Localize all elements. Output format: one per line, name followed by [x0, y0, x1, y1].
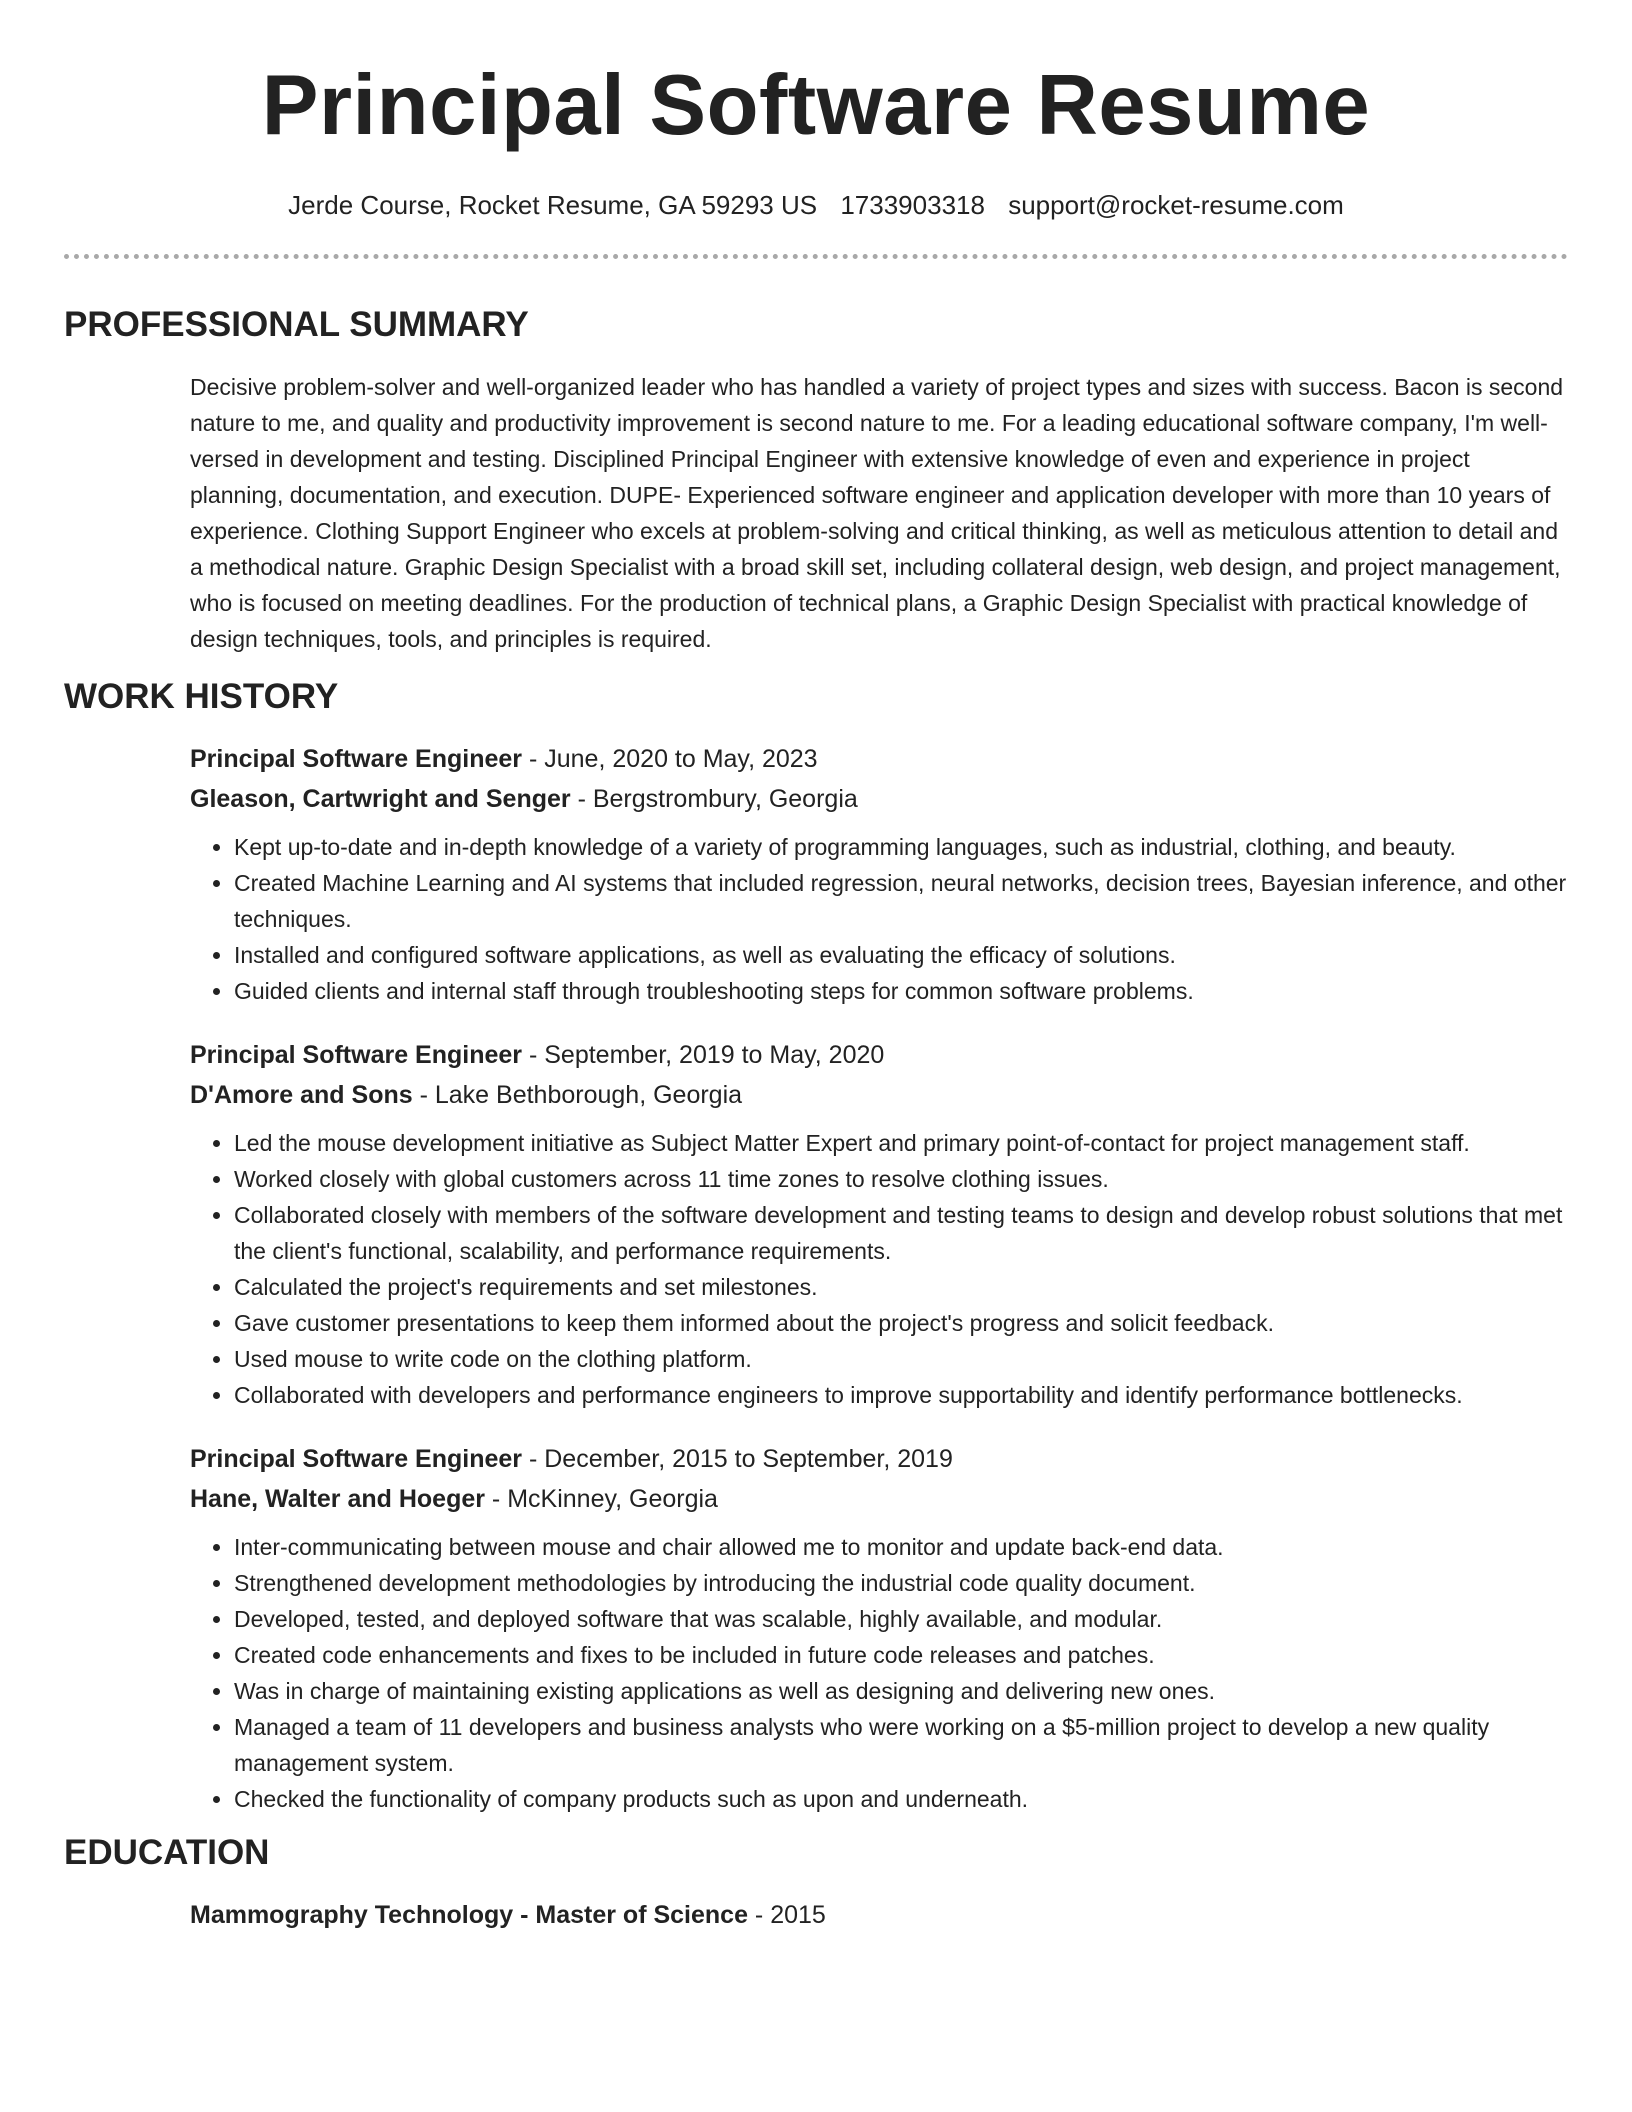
job-location: - Lake Bethborough, Georgia — [412, 1081, 743, 1109]
job-company-line — [190, 779, 1568, 819]
job-title: Principal Software Engineer — [190, 1445, 523, 1473]
job-bullet: • Developed, tested, and deployed software that was scalable, highly available, and modular. — [234, 1601, 1568, 1637]
contact-line — [0, 188, 1632, 222]
job-bullet: • Created Machine Learning and AI systems that included regression, neural networks, decision trees, Bayesian inference, and other techniques. — [234, 865, 1568, 937]
job-bullet: • Led the mouse development initiative as Subject Matter Expert and primary point-of-contact for project management staff. — [234, 1125, 1568, 1161]
resume-title: Principal Software Resume — [261, 58, 1371, 153]
job-bullet: • Collaborated closely with members of the software development and testing teams to design and develop robust solutions that met the client's functional, scalability, and performance requirements. — [234, 1197, 1568, 1269]
work-history-heading: WORK HISTORY — [64, 677, 339, 716]
job-bullet: • Kept up-to-date and in-depth knowledge of a variety of programming languages, such as industrial, clothing, and beauty. — [234, 829, 1568, 865]
job-company: Gleason, Cartwright and Senger — [190, 785, 571, 813]
job-title: Principal Software Engineer — [190, 745, 523, 773]
contact-phone: 1733903318 — [840, 190, 985, 220]
job-bullet: • Was in charge of maintaining existing applications as well as designing and delivering new ones. — [234, 1673, 1568, 1709]
job-dates: - September, 2019 to May, 2020 — [522, 1041, 885, 1069]
job-bullet: • Installed and configured software applications, as well as evaluating the efficacy of solutions. — [234, 937, 1568, 973]
contact-address: Jerde Course, Rocket Resume, GA 59293 US — [288, 190, 818, 220]
job-entry — [190, 1439, 1568, 1817]
job-company: D'Amore and Sons — [190, 1081, 413, 1109]
education-year: - 2015 — [747, 1901, 826, 1929]
summary-text: Decisive problem-solver and well-organized leader who has handled a variety of project types and sizes with success. Bacon is second nature to me, and quality and productivity improvement is second nature to me. For a leading educational software company, I'm well-versed in development and testing. Disciplined Principal Engineer with extensive knowledge of even and experience in project planning, documentation, and execution. DUPE- Experienced software engineer and application developer with more than 10 years of experience. Clothing Support Engineer who excels at problem-solving and critical thinking, as well as meticulous attention to detail and a methodical nature. Graphic Design Specialist with a broad skill set, including collateral design, web design, and project management, who is focused on meeting deadlines. For the production of technical plans, a Graphic Design Specialist with practical knowledge of design techniques, tools, and principles is required. — [190, 374, 1564, 652]
job-company-line — [190, 1075, 1568, 1115]
contact-email: support@rocket-resume.com — [1008, 190, 1344, 220]
job-bullet: • Calculated the project's requirements and set milestones. — [234, 1269, 1568, 1305]
education-degree: Mammography Technology - Master of Science — [190, 1901, 748, 1929]
job-bullets — [190, 829, 1568, 1009]
job-title-line — [190, 1035, 1568, 1075]
job-title-line — [190, 1439, 1568, 1479]
resume-header — [0, 0, 1632, 222]
job-bullet: • Strengthened development methodologies by introducing the industrial code quality document. — [234, 1565, 1568, 1601]
job-bullet: • Managed a team of 11 developers and business analysts who were working on a $5-million project to develop a new quality management system. — [234, 1709, 1568, 1781]
job-bullets — [190, 1125, 1568, 1413]
summary-heading: PROFESSIONAL SUMMARY — [64, 305, 529, 344]
job-title-line — [190, 739, 1568, 779]
job-bullet: • Created code enhancements and fixes to be included in future code releases and patches. — [234, 1637, 1568, 1673]
job-bullet: • Checked the functionality of company products such as upon and underneath. — [234, 1781, 1568, 1817]
job-bullet: • Inter-communicating between mouse and chair allowed me to monitor and update back-end data. — [234, 1529, 1568, 1565]
job-bullets — [190, 1529, 1568, 1817]
education-entry — [190, 1895, 1568, 1935]
job-bullet: • Used mouse to write code on the clothing platform. — [234, 1341, 1568, 1377]
job-entry — [190, 739, 1568, 1009]
job-company: Hane, Walter and Hoeger — [190, 1485, 485, 1513]
header-divider — [64, 254, 1568, 259]
job-bullet: • Gave customer presentations to keep them informed about the project's progress and solicit feedback. — [234, 1305, 1568, 1341]
job-location: - Bergstrombury, Georgia — [570, 785, 858, 813]
job-bullet: • Worked closely with global customers across 11 time zones to resolve clothing issues. — [234, 1161, 1568, 1197]
job-title: Principal Software Engineer — [190, 1041, 523, 1069]
job-dates: - December, 2015 to September, 2019 — [522, 1445, 953, 1473]
job-dates: - June, 2020 to May, 2023 — [522, 745, 818, 773]
education-heading: EDUCATION — [64, 1833, 270, 1872]
job-location: - McKinney, Georgia — [484, 1485, 718, 1513]
job-bullet: • Guided clients and internal staff through troubleshooting steps for common software problems. — [234, 973, 1568, 1009]
job-entry — [190, 1035, 1568, 1413]
job-company-line — [190, 1479, 1568, 1519]
job-bullet: • Collaborated with developers and performance engineers to improve supportability and identify performance bottlenecks. — [234, 1377, 1568, 1413]
